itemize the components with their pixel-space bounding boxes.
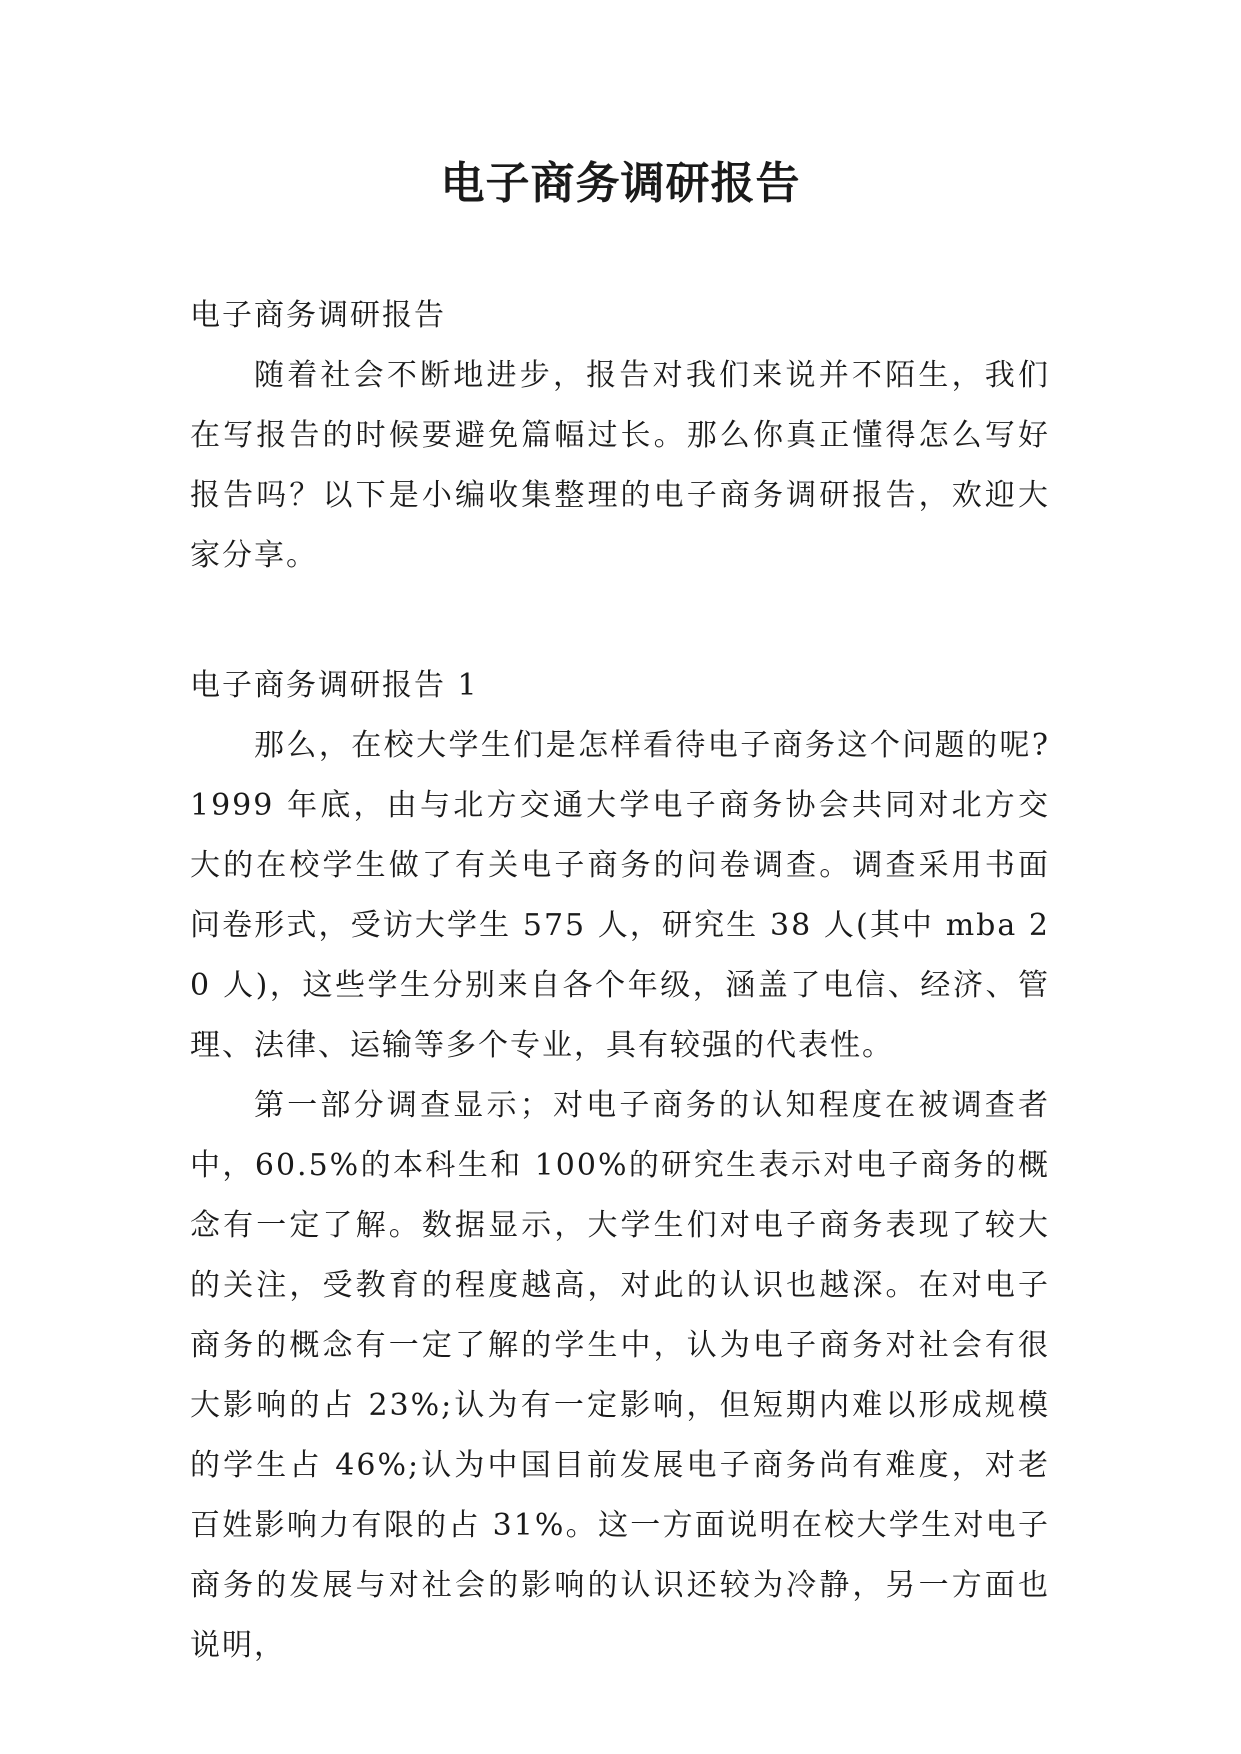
- intro-paragraph: 随着社会不断地进步，报告对我们来说并不陌生，我们在写报告的时候要避免篇幅过长。那么你真正懂得怎么写好报告吗？以下是小编收集整理的电子商务调研报告，欢迎大家分享。: [190, 358, 1050, 573]
- body-paragraph: 那么，在校大学生们是怎样看待电子商务这个问题的呢?1999 年底，由与北方交通大学电子商务协会共同对北方交大的在校学生做了有关电子商务的问卷调查。调查采用书面问卷形式，受访大学生 575 人，研究生 38 人(其中 mba 20 人)，这些学生分别来自各个年级，涵盖了电信、经济、管理、法律、运输等多个专业，具有较强的代表性。: [190, 728, 1050, 1063]
- body-paragraph: 第一部分调查显示；对电子商务的认知程度在被调查者中，60.5%的本科生和 100%的研究生表示对电子商务的概念有一定了解。数据显示，大学生们对电子商务表现了较大的关注，受教育的程度越高，对此的认识也越深。在对电子商务的概念有一定了解的学生中，认为电子商务对社会有很大影响的占 23%;认为有一定影响，但短期内难以形成规模的学生占 46%;认为中国目前发展电子商务尚有难度，对老百姓影响力有限的占 31%。这一方面说明在校大学生对电子商务的发展与对社会的影响的认识还较为冷静，另一方面也说明，: [190, 1088, 1050, 1663]
- section-heading-1: 电子商务调研报告 1: [190, 668, 479, 703]
- section-heading: 电子商务调研报告: [190, 298, 446, 333]
- document-title: 电子商务调研报告: [440, 158, 801, 209]
- document-body: [190, 286, 1050, 1676]
